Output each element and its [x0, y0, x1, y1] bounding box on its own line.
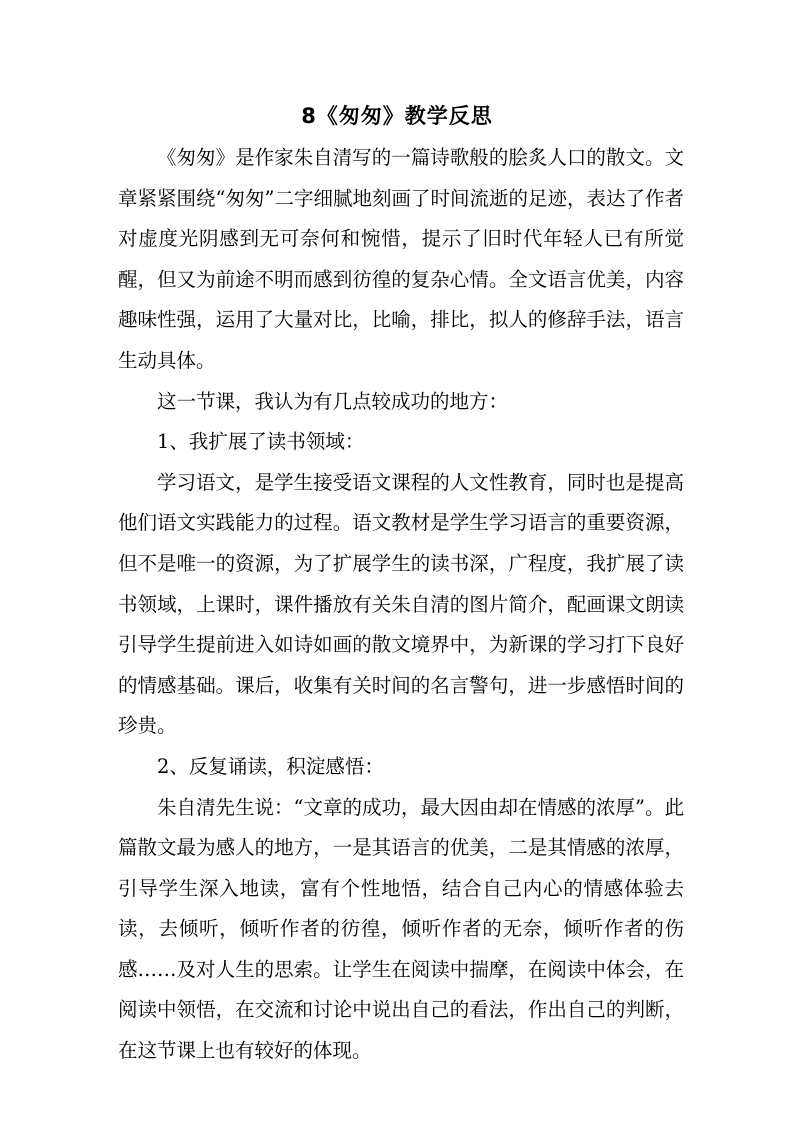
paragraph-intro: 《匆匆》是作家朱自清写的一篇诗歌般的脍炙人口的散文。文章紧紧围绕“匆匆”二字细腻地刻画了时间流逝的足迹，表达了作者对虚度光阴感到无可奈何和惋惜，提示了旧时代年轻人已有所觉醒，但又为前途不明而感到彷徨的复杂心情。全文语言优美，内容趣味性强，运用了大量对比，比喻，排比，拟人的修辞手法，语言生动具体。	[118, 146, 684, 372]
paragraph-summary: 这一节课，我认为有几点较成功的地方：	[157, 389, 509, 413]
document-body	[118, 138, 684, 1072]
page-title: 8《匆匆》教学反思	[301, 104, 493, 128]
section-heading-1: 1、我扩展了读书领域：	[157, 430, 365, 454]
paragraph-section-1: 学习语文，是学生接受语文课程的人文性教育，同时也是提高他们语文实践能力的过程。语文教材是学生学习语言的重要资源，但不是唯一的资源，为了扩展学生的读书深，广程度，我扩展了读书领域，上课时，课件播放有关朱自清的图片简介，配画课文朗读引导学生提前进入如诗如画的散文境界中，为新课的学习打下良好的情感基础。课后，收集有关时间的名言警句，进一步感悟时间的珍贵。	[118, 470, 684, 738]
section-heading-2: 2、反复诵读，积淀感悟：	[157, 754, 384, 778]
paragraph-section-2: 朱自清先生说：“文章的成功，最大因由却在情感的浓厚”。此篇散文最为感人的地方，一是其语言的优美，二是其情感的浓厚，引导学生深入地读，富有个性地悟，结合自己内心的情感体验去读，去倾听，倾听作者的彷徨，倾听作者的无奈，倾听作者的伤感……及对人生的思索。让学生在阅读中揣摩，在阅读中体会，在阅读中领悟，在交流和讨论中说出自己的看法，作出自己的判断，在这节课上也有较好的体现。	[118, 795, 684, 1063]
